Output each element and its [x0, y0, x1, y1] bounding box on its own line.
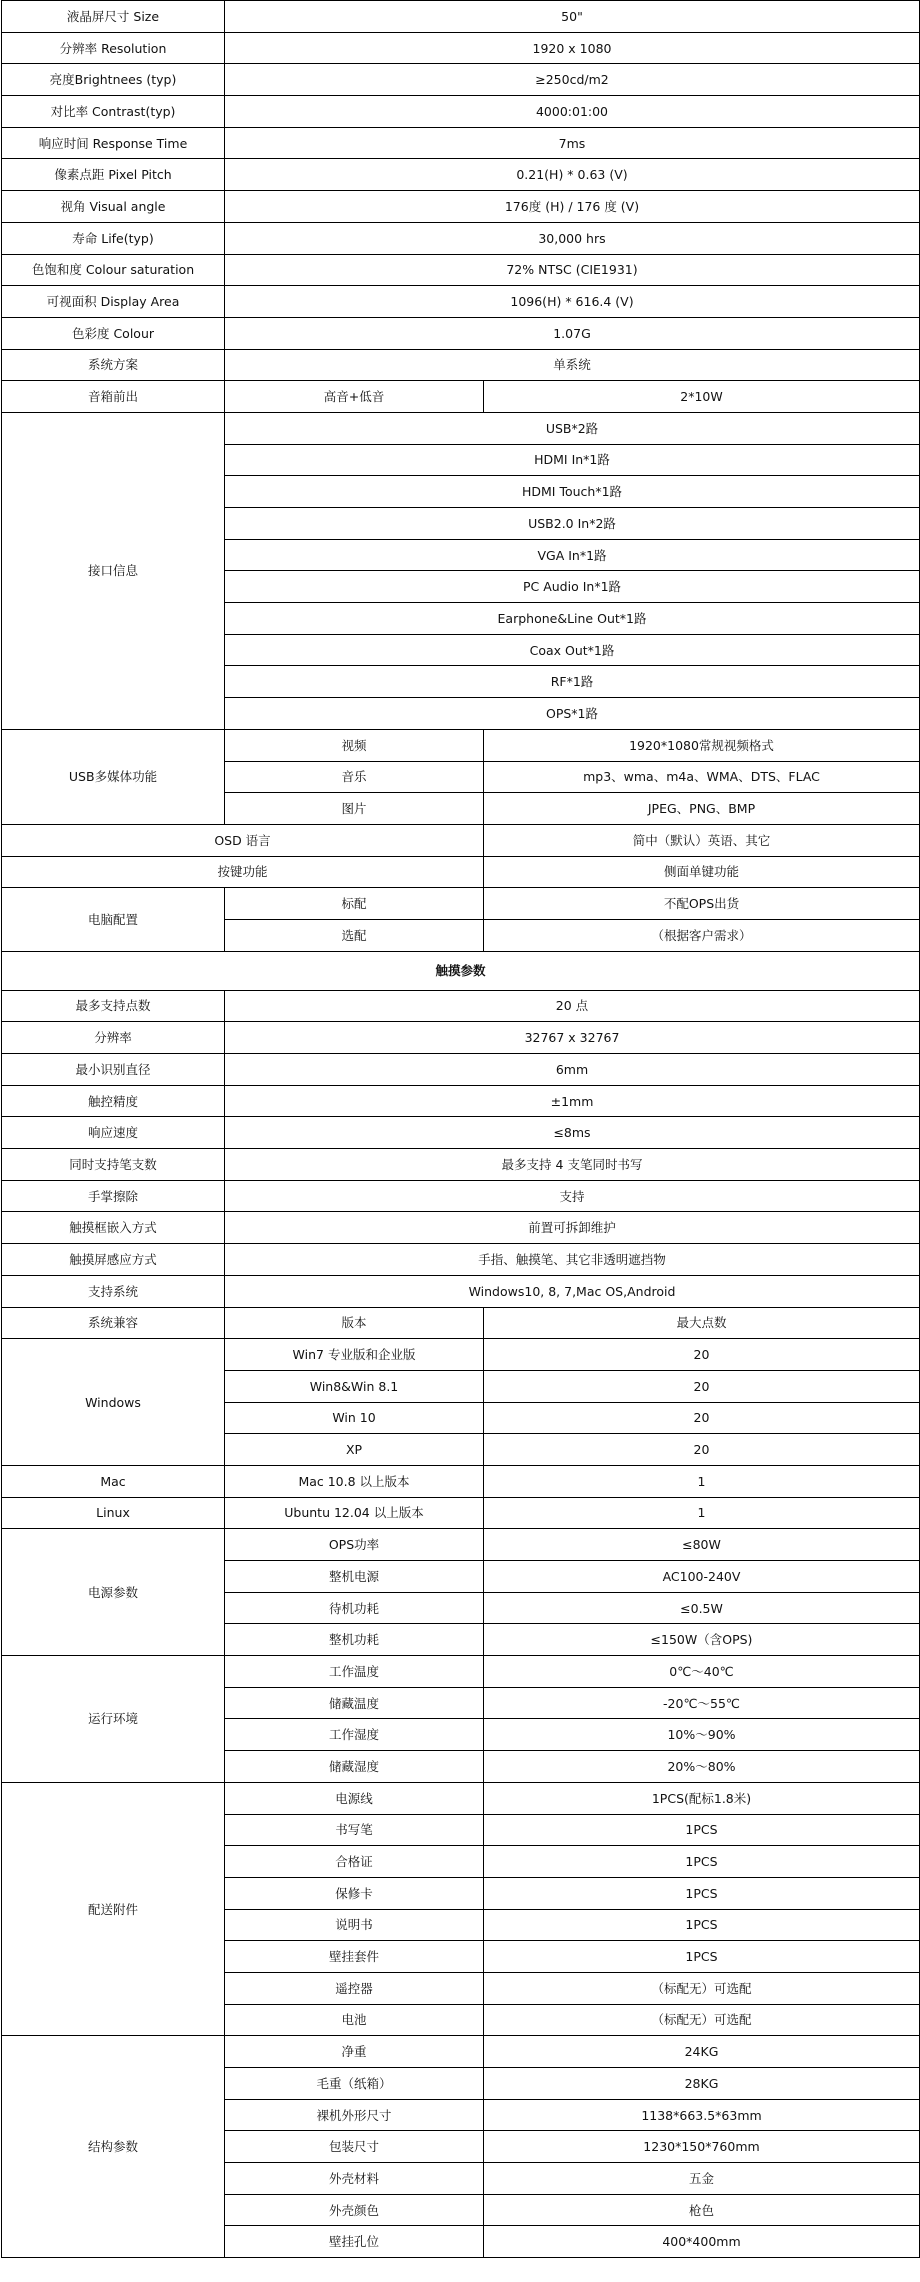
pc-config-type: 标配	[225, 888, 484, 920]
touch-spec-row	[2, 1275, 920, 1307]
interface-item: Coax Out*1路	[225, 634, 920, 666]
touch-spec-value: ≤8ms	[225, 1117, 920, 1149]
usb-media-value: JPEG、PNG、BMP	[484, 793, 920, 825]
power-type: 整机功耗	[225, 1624, 484, 1656]
spec-value: 50"	[225, 1, 920, 33]
buttons-value: 侧面单键功能	[484, 856, 920, 888]
structure-row	[2, 2036, 920, 2068]
usb-media-row	[2, 729, 920, 761]
spec-value: 1920 x 1080	[225, 32, 920, 64]
compat-header-row	[2, 1307, 920, 1339]
power-type: OPS功率	[225, 1529, 484, 1561]
power-type: 待机功耗	[225, 1592, 484, 1624]
interface-item: HDMI In*1路	[225, 444, 920, 476]
touch-spec-value: ±1mm	[225, 1085, 920, 1117]
spec-value: ≥250cd/m2	[225, 64, 920, 96]
spec-label: 色饱和度 Colour saturation	[2, 254, 225, 286]
spec-row	[2, 32, 920, 64]
accessory-value: （标配无）可选配	[484, 1972, 920, 2004]
touch-spec-label: 触摸框嵌入方式	[2, 1212, 225, 1244]
accessory-row	[2, 1782, 920, 1814]
touch-spec-value: 前置可拆卸维护	[225, 1212, 920, 1244]
structure-type: 净重	[225, 2036, 484, 2068]
structure-type: 外壳颜色	[225, 2194, 484, 2226]
spec-table-body	[2, 1, 920, 2258]
spec-label: 视角 Visual angle	[2, 191, 225, 223]
power-value: ≤0.5W	[484, 1592, 920, 1624]
environment-group-label: 运行环境	[2, 1656, 225, 1783]
touch-spec-row	[2, 1022, 920, 1054]
linux-label: Linux	[2, 1497, 225, 1529]
touch-spec-row	[2, 1212, 920, 1244]
accessory-value: 1PCS	[484, 1909, 920, 1941]
structure-value: 400*400mm	[484, 2226, 920, 2258]
touch-spec-row	[2, 990, 920, 1022]
accessory-type: 说明书	[225, 1909, 484, 1941]
spec-value: 单系统	[225, 349, 920, 381]
spec-label: 响应时间 Response Time	[2, 127, 225, 159]
spec-row	[2, 222, 920, 254]
touch-spec-label: 支持系统	[2, 1275, 225, 1307]
structure-value: 枪色	[484, 2194, 920, 2226]
touch-spec-label: 同时支持笔支数	[2, 1149, 225, 1181]
interface-item: OPS*1路	[225, 698, 920, 730]
environment-type: 储藏湿度	[225, 1751, 484, 1783]
structure-value: 28KG	[484, 2068, 920, 2100]
accessory-value: 1PCS	[484, 1941, 920, 1973]
pc-config-group-label: 电脑配置	[2, 888, 225, 951]
touch-spec-row	[2, 1149, 920, 1181]
usb-media-type: 视频	[225, 729, 484, 761]
usb-media-value: mp3、wma、m4a、WMA、DTS、FLAC	[484, 761, 920, 793]
pc-config-row	[2, 888, 920, 920]
mac-version: Mac 10.8 以上版本	[225, 1465, 484, 1497]
spec-row	[2, 96, 920, 128]
touch-section-row	[2, 951, 920, 990]
touch-spec-value: 6mm	[225, 1054, 920, 1086]
accessory-value: 1PCS(配标1.8米)	[484, 1782, 920, 1814]
spec-label: 像素点距 Pixel Pitch	[2, 159, 225, 191]
touch-spec-label: 手掌擦除	[2, 1180, 225, 1212]
power-type: 整机电源	[225, 1561, 484, 1593]
interface-item: PC Audio In*1路	[225, 571, 920, 603]
touch-spec-label: 响应速度	[2, 1117, 225, 1149]
environment-value: 0℃～40℃	[484, 1656, 920, 1688]
structure-type: 壁挂孔位	[225, 2226, 484, 2258]
buttons-label: 按键功能	[2, 856, 484, 888]
environment-type: 工作湿度	[225, 1719, 484, 1751]
spec-label: 系统方案	[2, 349, 225, 381]
accessory-type: 书写笔	[225, 1814, 484, 1846]
speaker-row	[2, 381, 920, 413]
speaker-type: 高音+低音	[225, 381, 484, 413]
spec-label: 亮度Brightnees (typ)	[2, 64, 225, 96]
accessory-type: 壁挂套件	[225, 1941, 484, 1973]
spec-value: 176度 (H) / 176 度 (V)	[225, 191, 920, 223]
spec-value: 72% NTSC (CIE1931)	[225, 254, 920, 286]
touch-section-title: 触摸参数	[2, 951, 920, 990]
usb-media-type: 音乐	[225, 761, 484, 793]
spec-row	[2, 286, 920, 318]
windows-group-label: Windows	[2, 1339, 225, 1466]
spec-value: 30,000 hrs	[225, 222, 920, 254]
structure-type: 裸机外形尺寸	[225, 2099, 484, 2131]
touch-spec-value: 支持	[225, 1180, 920, 1212]
structure-value: 24KG	[484, 2036, 920, 2068]
accessory-value: 1PCS	[484, 1846, 920, 1878]
structure-type: 外壳材料	[225, 2163, 484, 2195]
power-value: ≤80W	[484, 1529, 920, 1561]
spec-label: 对比率 Contrast(typ)	[2, 96, 225, 128]
windows-version: Win 10	[225, 1402, 484, 1434]
touch-spec-label: 触控精度	[2, 1085, 225, 1117]
spec-table	[1, 0, 920, 2258]
pc-config-value: 不配OPS出货	[484, 888, 920, 920]
spec-label: 液晶屏尺寸 Size	[2, 1, 225, 33]
spec-value: 4000:01:00	[225, 96, 920, 128]
spec-value: 1.07G	[225, 317, 920, 349]
accessory-value: 1PCS	[484, 1877, 920, 1909]
accessory-group-label: 配送附件	[2, 1782, 225, 2036]
touch-spec-row	[2, 1244, 920, 1276]
usb-media-value: 1920*1080常规视频格式	[484, 729, 920, 761]
windows-version: Win8&Win 8.1	[225, 1370, 484, 1402]
interface-group-label: 接口信息	[2, 412, 225, 729]
interface-item: HDMI Touch*1路	[225, 476, 920, 508]
interface-item: RF*1路	[225, 666, 920, 698]
accessory-value: 1PCS	[484, 1814, 920, 1846]
spec-value: 0.21(H) * 0.63 (V)	[225, 159, 920, 191]
accessory-type: 保修卡	[225, 1877, 484, 1909]
mac-row	[2, 1465, 920, 1497]
spec-row	[2, 64, 920, 96]
environment-row	[2, 1656, 920, 1688]
environment-type: 工作温度	[225, 1656, 484, 1688]
interface-item: USB2.0 In*2路	[225, 508, 920, 540]
spec-row	[2, 349, 920, 381]
accessory-type: 遥控器	[225, 1972, 484, 2004]
spec-value: 1096(H) * 616.4 (V)	[225, 286, 920, 318]
spec-label: 色彩度 Colour	[2, 317, 225, 349]
structure-value: 五金	[484, 2163, 920, 2195]
touch-spec-value: 手指、触摸笔、其它非透明遮挡物	[225, 1244, 920, 1276]
windows-version: Win7 专业版和企业版	[225, 1339, 484, 1371]
power-value: ≤150W（含OPS)	[484, 1624, 920, 1656]
touch-spec-row	[2, 1054, 920, 1086]
osd-row	[2, 824, 920, 856]
buttons-row	[2, 856, 920, 888]
spec-value: 7ms	[225, 127, 920, 159]
accessory-value: （标配无）可选配	[484, 2004, 920, 2036]
structure-type: 包装尺寸	[225, 2131, 484, 2163]
structure-value: 1138*663.5*63mm	[484, 2099, 920, 2131]
interface-item: VGA In*1路	[225, 539, 920, 571]
compat-header-version: 版本	[225, 1307, 484, 1339]
touch-spec-row	[2, 1085, 920, 1117]
linux-version: Ubuntu 12.04 以上版本	[225, 1497, 484, 1529]
interface-row	[2, 412, 920, 444]
spec-label: 分辨率 Resolution	[2, 32, 225, 64]
environment-value: 20%～80%	[484, 1751, 920, 1783]
windows-points: 20	[484, 1370, 920, 1402]
spec-label: 寿命 Life(typ)	[2, 222, 225, 254]
interface-item: Earphone&Line Out*1路	[225, 603, 920, 635]
spec-label: 可视面积 Display Area	[2, 286, 225, 318]
accessory-type: 电源线	[225, 1782, 484, 1814]
environment-type: 储藏温度	[225, 1687, 484, 1719]
structure-value: 1230*150*760mm	[484, 2131, 920, 2163]
spec-row	[2, 254, 920, 286]
speaker-label: 音箱前出	[2, 381, 225, 413]
linux-points: 1	[484, 1497, 920, 1529]
power-group-label: 电源参数	[2, 1529, 225, 1656]
accessory-type: 合格证	[225, 1846, 484, 1878]
touch-spec-value: 32767 x 32767	[225, 1022, 920, 1054]
windows-points: 20	[484, 1339, 920, 1371]
windows-version: XP	[225, 1434, 484, 1466]
spec-row	[2, 159, 920, 191]
touch-spec-label: 触摸屏感应方式	[2, 1244, 225, 1276]
windows-points: 20	[484, 1434, 920, 1466]
windows-points: 20	[484, 1402, 920, 1434]
touch-spec-row	[2, 1180, 920, 1212]
compat-header-label: 系统兼容	[2, 1307, 225, 1339]
touch-spec-value: 20 点	[225, 990, 920, 1022]
environment-value: 10%～90%	[484, 1719, 920, 1751]
pc-config-type: 选配	[225, 919, 484, 951]
pc-config-value: （根据客户需求）	[484, 919, 920, 951]
usb-media-group-label: USB多媒体功能	[2, 729, 225, 824]
usb-media-type: 图片	[225, 793, 484, 825]
power-row	[2, 1529, 920, 1561]
mac-points: 1	[484, 1465, 920, 1497]
touch-spec-label: 最多支持点数	[2, 990, 225, 1022]
osd-value: 简中（默认）英语、其它	[484, 824, 920, 856]
structure-group-label: 结构参数	[2, 2036, 225, 2258]
compat-header-points: 最大点数	[484, 1307, 920, 1339]
windows-row	[2, 1339, 920, 1371]
touch-spec-value: 最多支持 4 支笔同时书写	[225, 1149, 920, 1181]
accessory-type: 电池	[225, 2004, 484, 2036]
linux-row	[2, 1497, 920, 1529]
touch-spec-label: 最小识别直径	[2, 1054, 225, 1086]
spec-row	[2, 127, 920, 159]
environment-value: -20℃～55℃	[484, 1687, 920, 1719]
spec-row	[2, 191, 920, 223]
touch-spec-value: Windows10, 8, 7,Mac OS,Android	[225, 1275, 920, 1307]
interface-item: USB*2路	[225, 412, 920, 444]
touch-spec-row	[2, 1117, 920, 1149]
spec-row	[2, 1, 920, 33]
osd-label: OSD 语言	[2, 824, 484, 856]
mac-label: Mac	[2, 1465, 225, 1497]
power-value: AC100-240V	[484, 1561, 920, 1593]
touch-spec-label: 分辨率	[2, 1022, 225, 1054]
speaker-value: 2*10W	[484, 381, 920, 413]
structure-type: 毛重（纸箱）	[225, 2068, 484, 2100]
spec-row	[2, 317, 920, 349]
